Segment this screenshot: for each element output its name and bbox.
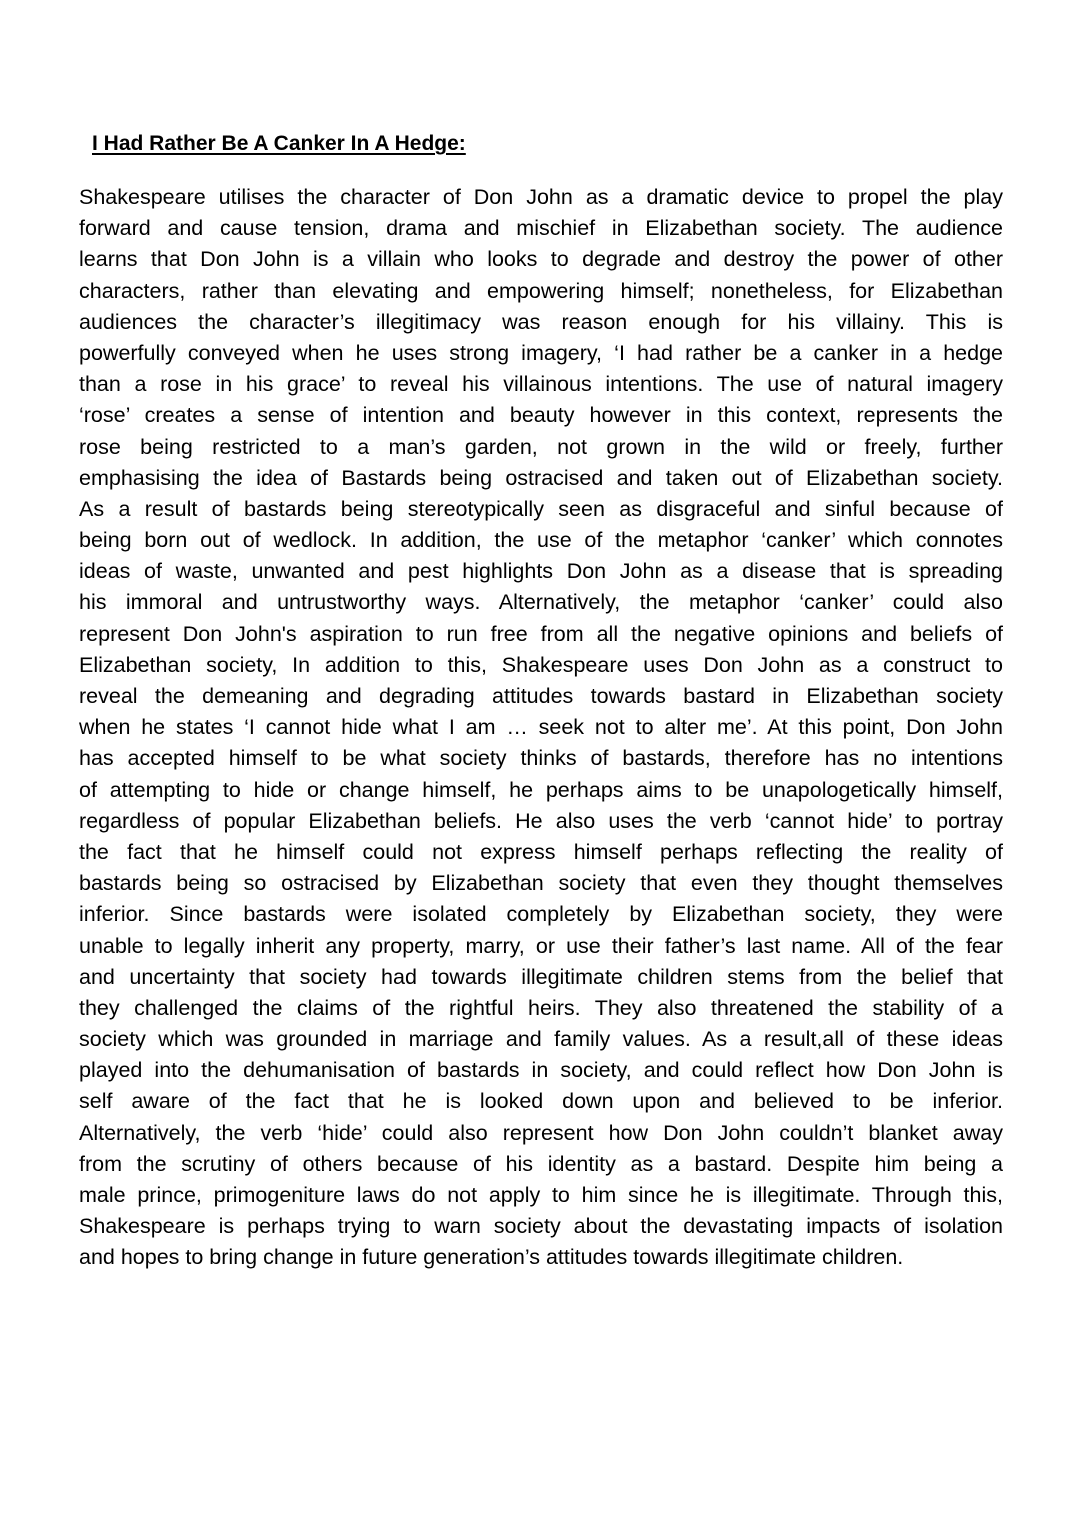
paragraph-line: inferior. Since bastards were isolated completely by Elizabethan society, they were: [79, 902, 1003, 927]
paragraph-line: his immoral and untrustworthy ways. Alternatively, the metaphor ‘canker’ could also: [79, 590, 1003, 615]
paragraph-line: powerfully conveyed when he uses strong imagery, ‘I had rather be a canker in a hedge: [79, 340, 1003, 365]
paragraph-line: Shakespeare is perhaps trying to warn society about the devastating impacts of isolation: [79, 1214, 1003, 1239]
paragraph-line: forward and cause tension, drama and mischief in Elizabethan society. The audience: [79, 216, 1003, 241]
paragraph-line: and hopes to bring change in future generation’s attitudes towards illegitimate children.: [79, 1245, 904, 1270]
paragraph-line: when he states ‘I cannot hide what I am … seek not to alter me’. At this point, Don John: [79, 715, 1003, 740]
paragraph-line: from the scrutiny of others because of his identity as a bastard. Despite him being a: [79, 1151, 1003, 1176]
paragraph-line: male prince, primogeniture laws do not apply to him since he is illegitimate. Through this,: [79, 1183, 1003, 1207]
paragraph-line: of attempting to hide or change himself, he perhaps aims to be unapologetically himself,: [79, 777, 1003, 802]
paragraph-line: rose being restricted to a man’s garden, not grown in the wild or freely, further: [79, 434, 1003, 459]
essay-paragraph: [79, 182, 1003, 1274]
paragraph-line: played into the dehumanisation of bastards in society, and could reflect how Don John is: [79, 1058, 1003, 1083]
paragraph-line: than a rose in his grace’ to reveal his villainous intentions. The use of natural imagery: [79, 372, 1003, 397]
paragraph-line: ‘rose’ creates a sense of intention and beauty however in this context, represents the: [79, 403, 1003, 428]
paragraph-line: represent Don John's aspiration to run free from all the negative opinions and beliefs of: [79, 621, 1003, 646]
paragraph-line: being born out of wedlock. In addition, the use of the metaphor ‘canker’ which connotes: [79, 528, 1003, 553]
paragraph-line: the fact that he himself could not express himself perhaps reflecting the reality of: [79, 839, 1003, 864]
paragraph-line: Alternatively, the verb ‘hide’ could also represent how Don John couldn’t blanket away: [79, 1120, 1003, 1145]
paragraph-line: Elizabethan society, In addition to this, Shakespeare uses Don John as a construct to: [79, 652, 1003, 677]
paragraph-line: unable to legally inherit any property, marry, or use their father’s last name. All of the fear: [79, 933, 1003, 958]
paragraph-line: audiences the character’s illegitimacy was reason enough for his villainy. This is: [79, 309, 1003, 334]
paragraph-line: society which was grounded in marriage and family values. As a result,all of these ideas: [79, 1027, 1003, 1052]
paragraph-line: bastards being so ostracised by Elizabethan society that even they thought themselves: [79, 871, 1003, 896]
paragraph-line: reveal the demeaning and degrading attitudes towards bastard in Elizabethan society: [79, 684, 1003, 708]
paragraph-line: learns that Don John is a villain who looks to degrade and destroy the power of other: [79, 247, 1003, 272]
paragraph-line: regardless of popular Elizabethan beliefs. He also uses the verb ‘cannot hide’ to portray: [79, 808, 1003, 833]
paragraph-line: and uncertainty that society had towards illegitimate children stems from the belief that: [79, 964, 1003, 989]
paragraph-line: Shakespeare utilises the character of Don John as a dramatic device to propel the play: [79, 185, 1003, 209]
paragraph-line: ideas of waste, unwanted and pest highlights Don John as a disease that is spreading: [79, 559, 1003, 584]
paragraph-line: self aware of the fact that he is looked down upon and believed to be inferior.: [79, 1089, 1003, 1114]
paragraph-line: has accepted himself to be what society thinks of bastards, therefore has no intentions: [79, 746, 1003, 771]
essay-heading: I Had Rather Be A Canker In A Hedge:: [92, 132, 466, 155]
paragraph-line: characters, rather than elevating and empowering himself; nonetheless, for Elizabethan: [79, 278, 1003, 303]
paragraph-line: As a result of bastards being stereotypically seen as disgraceful and sinful because of: [79, 496, 1003, 521]
paragraph-line: emphasising the idea of Bastards being ostracised and taken out of Elizabethan society.: [79, 465, 1003, 490]
paragraph-line: they challenged the claims of the rightful heirs. They also threatened the stability of a: [79, 995, 1003, 1020]
